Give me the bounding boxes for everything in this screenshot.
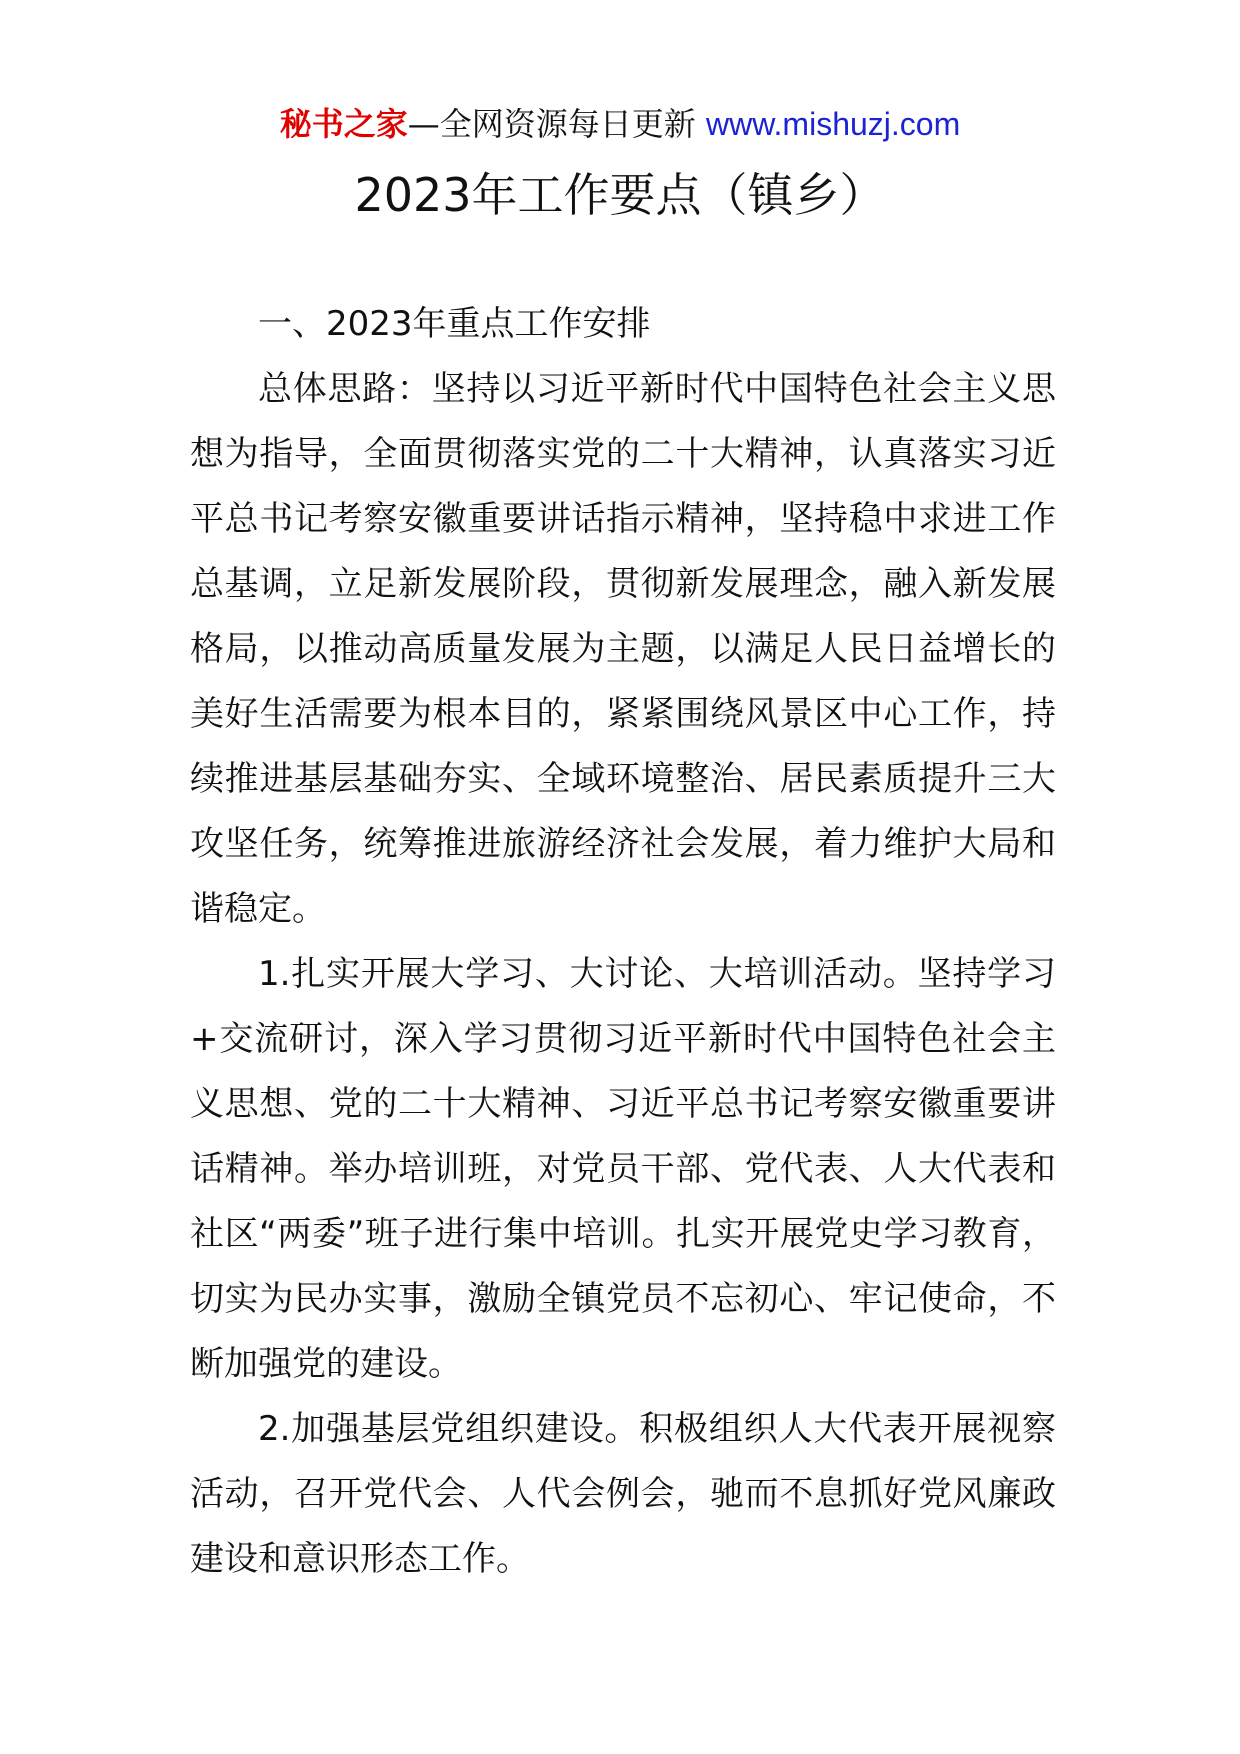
section-heading: 一、2023年重点工作安排 (258, 304, 651, 344)
site-banner (0, 100, 1240, 148)
document-body (190, 292, 1056, 1592)
paragraph-item-2: 2.加强基层党组织建设。积极组织人大代表开展视察活动，召开党代会、人代会例会，驰而不息抓好党风廉政建设和意识形态工作。 (190, 1409, 1056, 1579)
site-url-link[interactable]: www.mishuzj.com (705, 106, 961, 142)
banner-tagline: —全网资源每日更新 (407, 105, 706, 143)
document-title: 2023年工作要点（镇乡） (354, 168, 886, 222)
brand-name: 秘书之家 (279, 105, 408, 143)
paragraph-item-1: 1.扎实开展大学习、大讨论、大培训活动。坚持学习+交流研讨，深入学习贯彻习近平新时代中国特色社会主义思想、党的二十大精神、习近平总书记考察安徽重要讲话精神。举办培训班，对党员干部、党代表、人大代表和社区“两委”班子进行集中培训。扎实开展党史学习教育，切实为民办实事，激励全镇党员不忘初心、牢记使命，不断加强党的建设。 (190, 954, 1056, 1384)
paragraph-overall-approach: 总体思路：坚持以习近平新时代中国特色社会主义思想为指导，全面贯彻落实党的二十大精神，认真落实习近平总书记考察安徽重要讲话指示精神，坚持稳中求进工作总基调，立足新发展阶段，贯彻新发展理念，融入新发展格局，以推动高质量发展为主题，以满足人民日益增长的美好生活需要为根本目的，紧紧围绕风景区中心工作，持续推进基层基础夯实、全域环境整治、居民素质提升三大攻坚任务，统筹推进旅游经济社会发展，着力维护大局和谐稳定。 (190, 369, 1056, 929)
